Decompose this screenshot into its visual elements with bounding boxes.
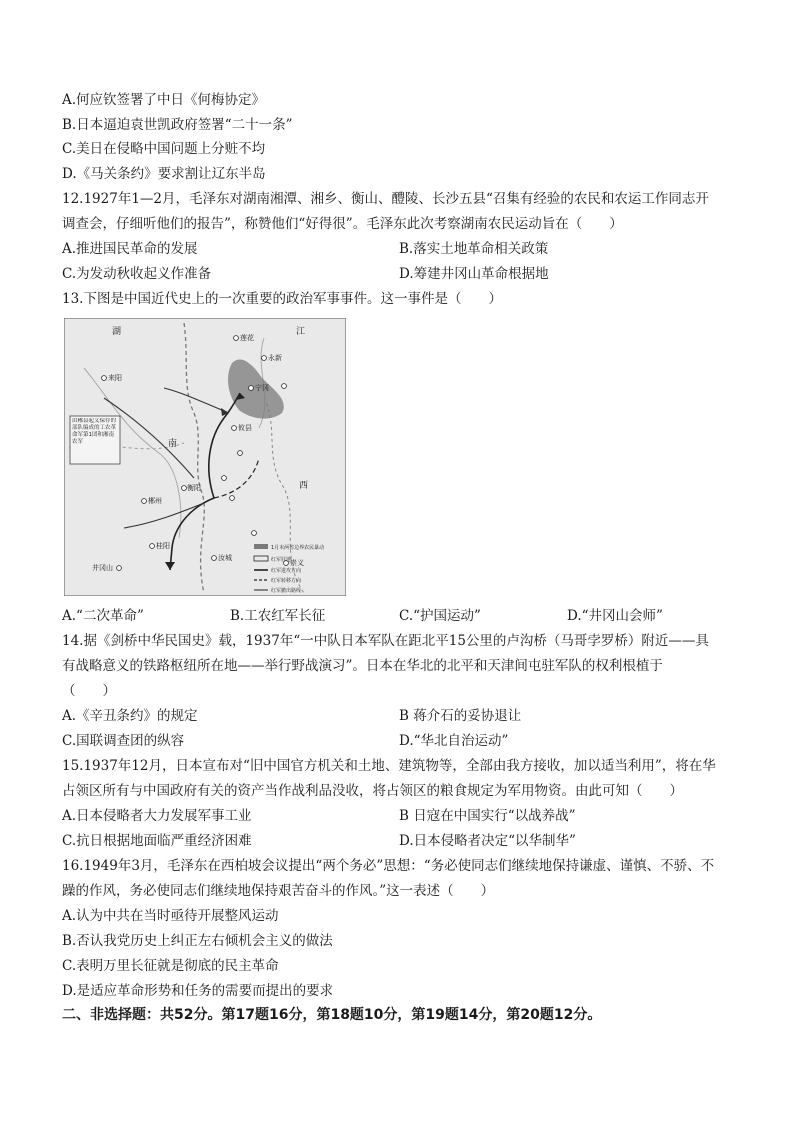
q13-option-c: C.“护国运动” — [399, 608, 481, 624]
q15-option-d: D.日本侵略者决定“以华制华” — [399, 833, 576, 849]
q12-stem-line1: 12.1927年1—2月，毛泽东对湖南湘潭、湘乡、衡山、醴陵、长沙五县“召集有经验的农民和农运工作同志开 — [62, 191, 709, 207]
q16-option-b: B.否认我党历史上纠正左右倾机会主义的做法 — [62, 933, 333, 949]
q16-option-c: C.表明万里长征就是彻底的民主革命 — [62, 958, 279, 974]
map-place-1: 莲花 — [240, 334, 254, 342]
q12-option-c: C.为发动秋收起义作准备 — [62, 266, 212, 282]
q13-option-a: A.“二次革命” — [62, 608, 144, 624]
q14-stem-line1: 14.据《剑桥中华民国史》载，1937年“一中队日本军队在距北平15公里的卢沟桥（马哥孛罗桥）附近——具 — [62, 633, 709, 649]
map-label-jiang: 江 — [296, 327, 306, 337]
legend-4: 红军转移方向 — [271, 578, 302, 584]
map-place-16: 崇义 — [290, 559, 304, 567]
map-place-17: 汝城 — [218, 554, 232, 562]
q16-stem-line2: 躁的作风，务必使同志们继续地保持艰苦奋斗的作风。”这一表述（ ） — [62, 883, 495, 899]
q11-option-c: C.美日在侵略中国问题上分赃不均 — [62, 141, 266, 157]
q15-stem-line1: 15.1937年12月，日本宣布对“旧中国官方机关和土地、建筑物等，全部由我方接收，加以适当利用”，将在华 — [62, 758, 716, 774]
q13-stem: 13.下图是中国近代史上的一次重要的政治军事事件。这一事件是（ ） — [62, 291, 502, 307]
q12-option-b: B.落实土地革命相关政策 — [399, 241, 549, 257]
legend-1: 1月末两省边界农民暴动 — [271, 545, 325, 551]
section-2-heading: 二、非选择题：共52分。第17题16分，第18题10分，第19题14分，第20题12分。 — [62, 1007, 602, 1023]
map-label-nan: 南 — [168, 439, 178, 449]
legend-2: 红军驻地 — [271, 557, 292, 563]
q16-option-a: A.认为中共在当时亟待开展整风运动 — [62, 908, 279, 924]
legend-5: 红军撤出路线 — [271, 588, 302, 594]
map-place-2: 永新 — [268, 354, 282, 362]
legend-3: 红军进攻方向 — [271, 568, 302, 574]
map-label-xi: 西 — [299, 481, 309, 491]
map-place-9: 衡阳 — [187, 484, 201, 492]
q12-option-a: A.推进国民革命的发展 — [62, 241, 198, 257]
q14-stem-line2: 有战略意义的铁路枢纽所在地——举行野战演习”。日本在华北的北平和天津间屯驻军队的权利根植于 — [62, 658, 663, 674]
q11-option-a: A.何应钦签署了中日《何梅协定》 — [62, 92, 266, 108]
map-place-5: 攸县 — [238, 424, 252, 432]
map-note-box: 由郴县起义保存的部队编成的工农革命军第1团和湘南农军 — [72, 418, 117, 445]
q13-historical-map — [64, 318, 346, 596]
q12-option-d: D.筹建井冈山革命根据地 — [399, 266, 549, 282]
q14-stem-line3: （ ） — [62, 683, 116, 699]
q12-stem-line2: 调查会，仔细听他们的报告”，称赞他们“好得很”。毛泽东此次考察湖南农民运动旨在（ ） — [62, 216, 623, 232]
q14-option-b: B 蒋介石的妥协退让 — [399, 708, 522, 724]
q11-option-d: D.《马关条约》要求割让辽东半岛 — [62, 166, 266, 182]
map-place-12: 桂阳 — [156, 542, 170, 550]
map-label-hu: 湖 — [112, 327, 122, 337]
q14-option-d: D.“华北自治运动” — [399, 733, 509, 749]
q14-option-a: A.《辛丑条约》的规定 — [62, 708, 198, 724]
q13-option-b: B.工农红军长征 — [230, 608, 326, 624]
q16-option-d: D.是适应革命形势和任务的需要而提出的要求 — [62, 983, 334, 999]
q16-stem-line1: 16.1949年3月，毛泽东在西柏坡会议提出“两个务必”思想：“务必使同志们继续地保持谦虚、谨慎、不骄、不 — [62, 858, 715, 874]
map-place-3: 宁冈 — [255, 384, 269, 392]
map-place-11: 郴州 — [148, 497, 162, 505]
q15-option-c: C.抗日根据地面临严重经济困难 — [62, 833, 252, 849]
q15-option-b: B 日寇在中国实行“以战养战” — [399, 808, 576, 824]
map-place-10: 来阳 — [108, 374, 122, 382]
q13-option-d: D.“井冈山会师” — [567, 608, 663, 624]
q15-option-a: A.日本侵略者大力发展军事工业 — [62, 808, 252, 824]
q15-stem-line2: 占领区所有与中国政府有关的资产当作战利品没收，将占领区的粮食规定为军用物资。由此可知（ ） — [62, 783, 683, 799]
map-place-14: 井冈山 — [92, 564, 113, 572]
q14-option-c: C.国联调查团的纵容 — [62, 733, 185, 749]
q11-option-b: B.日本逼迫袁世凯政府签署“二十一条” — [62, 117, 293, 133]
